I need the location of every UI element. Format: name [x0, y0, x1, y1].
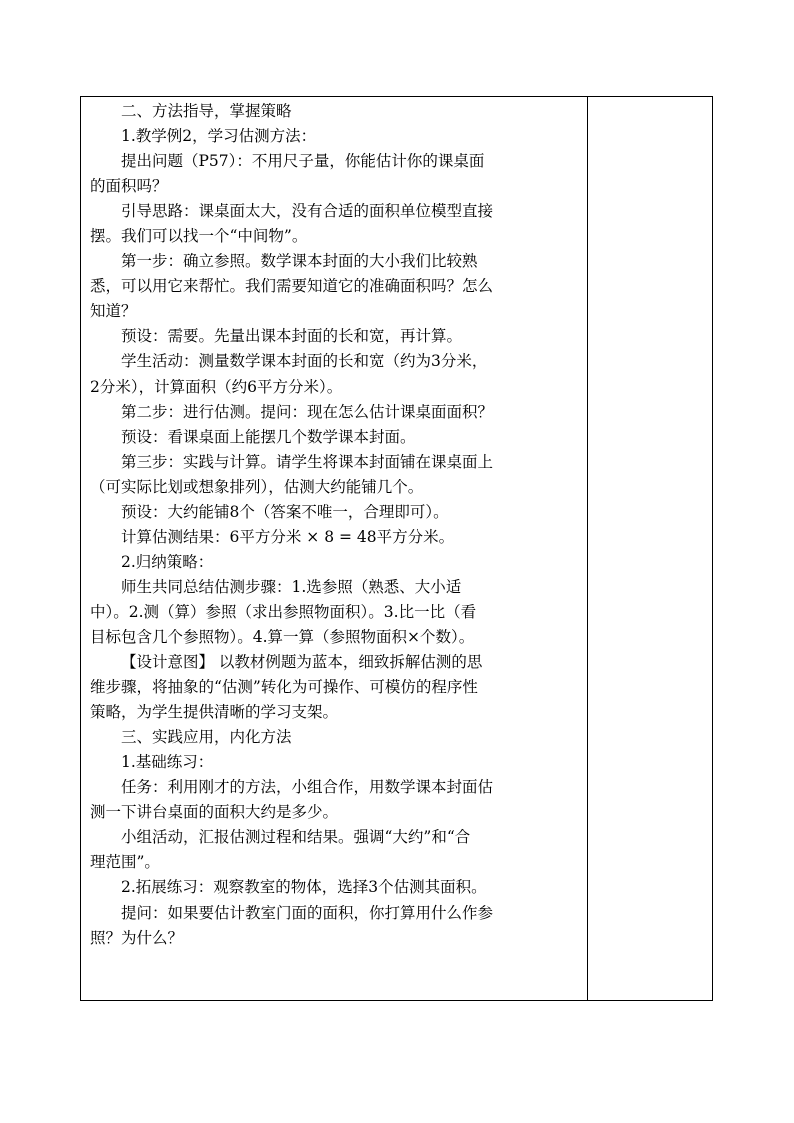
text-line: 任务：利用刚才的方法，小组合作，用数学课本封面估 — [121, 778, 494, 797]
text-line: 师生共同总结估测步骤：1.选参照（熟悉、大小适 — [121, 577, 462, 596]
text-line: 策略，为学生提供清晰的学习支架。 — [90, 703, 339, 722]
text-line: 学生活动：测量数学课本封面的长和宽（约为3分米， — [121, 352, 488, 371]
text-line: （可实际比划或想象排列），估测大约能铺几个。 — [90, 477, 424, 496]
text-line: 摆。我们可以找一个“中间物”。 — [90, 227, 308, 246]
text-line: 预设：大约能铺8个（答案不唯一，合理即可）。 — [121, 502, 449, 521]
text-line: 知道？ — [90, 302, 137, 321]
notes-cell — [588, 97, 712, 1000]
text-line: 三、实践应用，内化方法 — [121, 728, 292, 747]
text-line: 的面积吗？ — [90, 177, 168, 196]
text-line: 照？为什么？ — [90, 928, 184, 947]
text-line: 目标包含几个参照物）。4.算一算（参照物面积×个数）。 — [90, 627, 475, 646]
text-line: 中）。2.测（算）参照（求出参照物面积）。3.比一比（看 — [90, 602, 477, 621]
text-line: 悉，可以用它来帮忙。我们需要知道它的准确面积吗？怎么 — [90, 277, 494, 296]
text-line: 1.教学例2，学习估测方法： — [121, 127, 317, 146]
text-line: 小组活动，汇报估测过程和结果。强调“大约”和“合 — [121, 828, 471, 847]
text-line: 预设：看课桌面上能摆几个数学课本封面。 — [121, 427, 416, 446]
text-line: 1.基础练习： — [121, 753, 214, 772]
text-line: 2.拓展练习：观察教室的物体，选择3个估测其面积。 — [121, 878, 487, 897]
text-line: 提问：如果要估计教室门面的面积，你打算用什么作参 — [121, 903, 494, 922]
text-line: 【设计意图】 以教材例题为蓝本，细致拆解估测的思 — [121, 653, 483, 672]
text-line: 第二步：进行估测。提问：现在怎么估计课桌面面积？ — [121, 402, 494, 421]
text-line: 2.归纳策略： — [121, 552, 214, 571]
text-line: 提出问题（P57）：不用尺子量，你能估计你的课桌面 — [121, 152, 485, 171]
text-line: 第一步：确立参照。数学课本封面的大小我们比较熟 — [121, 252, 478, 271]
lesson-plan-table — [80, 96, 713, 1001]
text-line: 理范围”。 — [90, 853, 160, 872]
text-line: 测一下讲台桌面的面积大约是多少。 — [90, 803, 339, 822]
text-line: 预设：需要。先量出课本封面的长和宽，再计算。 — [121, 327, 463, 346]
text-line: 维步骤，将抽象的“估测”转化为可操作、可模仿的程序性 — [90, 678, 478, 697]
text-line: 第三步：实践与计算。请学生将课本封面铺在课桌面上 — [121, 452, 494, 471]
text-line: 2分米），计算面积（约6平方分米）。 — [90, 377, 343, 396]
lesson-content-cell — [81, 97, 588, 1000]
text-line: 二、方法指导，掌握策略 — [121, 102, 292, 120]
text-line: 引导思路：课桌面太大，没有合适的面积单位模型直接 — [121, 202, 494, 221]
text-line: 计算估测结果：6平方分米 × 8 = 48平方分米。 — [121, 527, 455, 546]
